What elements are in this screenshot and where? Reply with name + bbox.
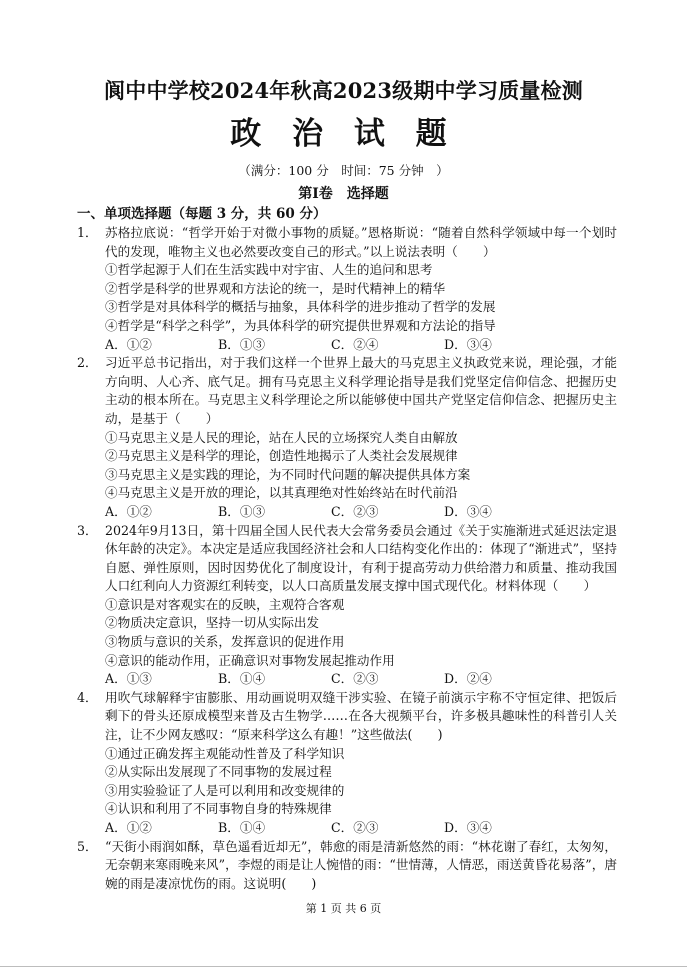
question-stem: 用吹气球解释宇宙膨胀、用动画说明双缝干涉实验、在镜子前演示宇称不守恒定律、把饭后剩下的骨头还原成模型来普及古生物学……在各大视频平台，许多极具趣味性的科普引人关注，让不少网友感叹：“原来科学这么有趣！”这些做法( ) xyxy=(105,689,617,743)
question-stem: 习近平总书记指出，对于我们这样一个世界上最大的马克思主义执政党来说，理论强，才能方向明、人心齐、底气足。拥有马克思主义科学理论指导是我们党坚定信仰信念、把握历史主动的根本所在。马克思主义科学理论之所以能够使中国共产党坚定信仰信念、把握历史主动，是基于（ ） xyxy=(105,355,617,426)
answer-choices xyxy=(105,503,617,522)
answer-choices xyxy=(105,819,617,838)
answer-choice: C．②③ xyxy=(331,820,379,835)
question-number: 3． xyxy=(77,522,98,538)
answer-choice: D．③④ xyxy=(444,336,492,352)
statement-option: ③哲学是对具体科学的概括与抽象，具体科学的进步推动了哲学的发展 xyxy=(105,299,496,315)
statement-option: ③用实验验证了人是可以利用和改变规律的 xyxy=(105,782,345,798)
statement-option: ①哲学起源于人们在生活实践中对宇宙、人生的追问和思考 xyxy=(105,262,433,278)
answer-choices xyxy=(105,670,617,689)
question-item xyxy=(77,838,617,894)
answer-choice: C．②③ xyxy=(331,503,379,519)
question-item xyxy=(77,354,617,521)
answer-choice: C．②③ xyxy=(331,671,379,687)
school-exam-title: 阆中中学校2024年秋高2023级期中学习质量检测 xyxy=(104,78,583,103)
question-item xyxy=(77,522,617,689)
answer-choice: D．③④ xyxy=(444,503,492,519)
question-item xyxy=(77,689,617,838)
answer-choice: B．①④ xyxy=(218,820,266,835)
answer-choice: A．①③ xyxy=(105,671,152,687)
statement-option: ①意识是对客观实在的反映，主观符合客观 xyxy=(105,596,345,612)
page-footer: 第 1 页 共 6 页 xyxy=(305,902,382,915)
statement-option: ③马克思主义是实践的理论，为不同时代问题的解决提供具体方案 xyxy=(105,466,471,482)
statement-option: ③物质与意识的关系，发挥意识的促进作用 xyxy=(105,634,345,650)
statement-option: ②哲学是科学的世界观和方法论的统一，是时代精神上的精华 xyxy=(105,280,446,296)
answer-choice: B．①③ xyxy=(218,503,266,519)
answer-choice: C．②④ xyxy=(331,336,379,352)
question-stem: 苏格拉底说：“哲学开始于对微小事物的质疑。”恩格斯说：“随着自然科学领域中每一个划时代的发现，唯物主义也必然要改变自己的形式。”以上说法表明（ ） xyxy=(105,225,617,259)
question-number: 4． xyxy=(77,689,98,705)
section-title: 一、单项选择题（每题 3 分，共 60 分） xyxy=(77,206,327,222)
statement-option: ②从实际出发展现了不同事物的发展过程 xyxy=(105,764,332,780)
question-list xyxy=(77,224,617,893)
exam-info: （满分：100 分 时间：75 分钟 ） xyxy=(238,163,449,178)
question-number: 5． xyxy=(77,838,98,854)
statement-option: ④认识和利用了不同事物自身的特殊规律 xyxy=(105,801,332,817)
answer-choice: B．①④ xyxy=(218,671,266,687)
statement-option: ④哲学是“科学之科学”，为具体科学的研究提供世界观和方法论的指导 xyxy=(105,317,496,333)
question-item xyxy=(77,224,617,354)
question-number: 1． xyxy=(77,225,98,240)
answer-choices xyxy=(105,336,617,355)
statement-option: ①通过正确发挥主观能动性普及了科学知识 xyxy=(105,745,345,761)
answer-choice: A．①② xyxy=(105,336,152,352)
statement-option: ④意识的能动作用，正确意识对事物发展起推动作用 xyxy=(105,652,395,668)
page-bottom-border xyxy=(0,966,687,967)
question-stem: 2024年9月13日，第十四届全国人民代表大会常务委员会通过《关于实施渐进式延迟法定退休年龄的决定》。本决定是适应我国经济社会和人口结构变化作出的：体现了“渐进式”，坚持自愿、弹性原则，因时因势优化了制度设计，有利于提高劳动力供给潜力和质量、推动我国人口红利向人力资源红利转变，以人口高质量发展支撑中国式现代化。材料体现（ ） xyxy=(105,522,617,594)
subject-title: 政 治 试 题 xyxy=(230,116,457,152)
volume-title: 第Ⅰ卷 选择题 xyxy=(298,186,389,202)
statement-option: ④马克思主义是开放的理论，以其真理绝对性始终站在时代前沿 xyxy=(105,485,458,501)
answer-choice: A．①② xyxy=(105,820,152,835)
statement-option: ①马克思主义是人民的理论，站在人民的立场探究人类自由解放 xyxy=(105,429,458,445)
answer-choice: D．②④ xyxy=(444,671,492,687)
statement-option: ②马克思主义是科学的理论，创造性地揭示了人类社会发展规律 xyxy=(105,448,458,464)
answer-choice: D．③④ xyxy=(444,820,492,835)
question-stem: “天街小雨润如酥，草色遥看近却无”，韩愈的雨是清新悠然的雨：“林花谢了春红，太匆匆，无奈朝来寒雨晚来风”，李煜的雨是让人惋惜的雨：“世情薄，人情恶，雨送黄昏花易落”，唐婉的雨是凄凉忧伤的雨。这说明( ) xyxy=(105,838,617,891)
statement-option: ②物质决定意识，坚持一切从实际出发 xyxy=(105,615,320,631)
question-number: 2． xyxy=(77,355,98,371)
answer-choice: B．①③ xyxy=(218,336,266,352)
answer-choice: A．①② xyxy=(105,503,152,519)
exam-header xyxy=(0,76,687,204)
